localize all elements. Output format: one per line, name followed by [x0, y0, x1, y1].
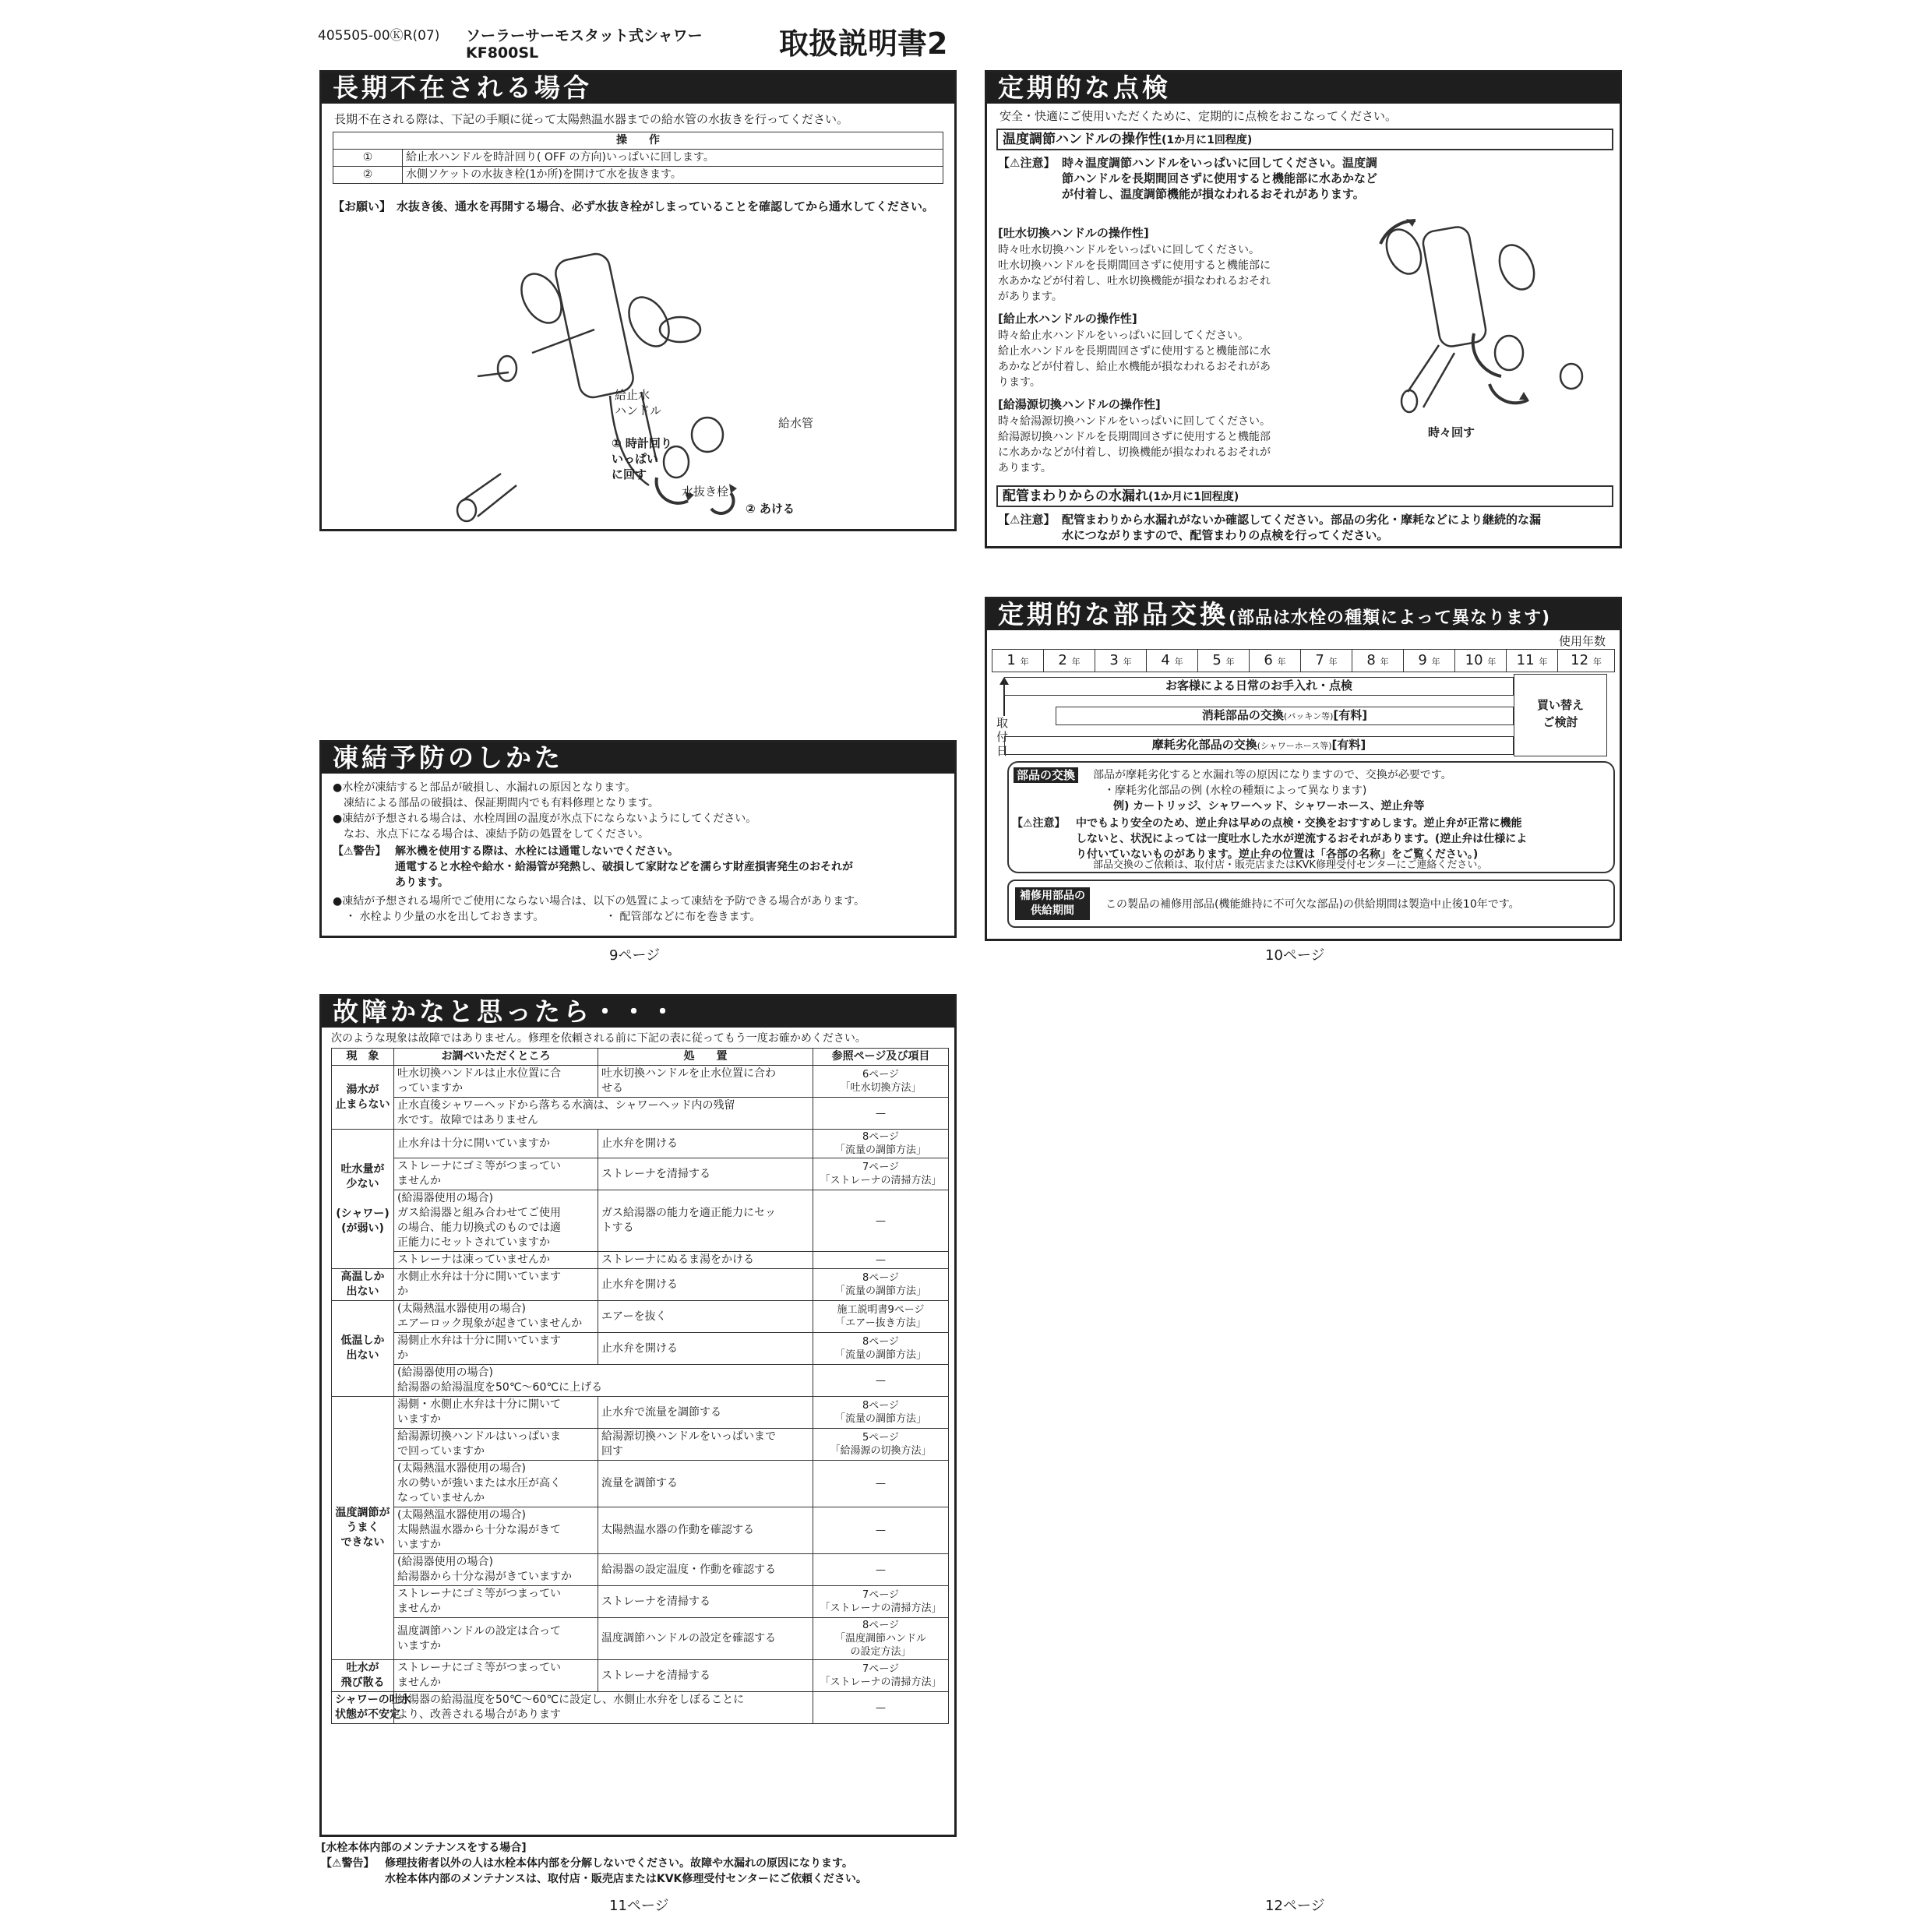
consumable-parts-text: 消耗部品の交換	[1201, 708, 1284, 722]
fix-cell: 給湯器の設定温度・作動を確認する	[598, 1554, 813, 1586]
freeze-warning-label: 【⚠警告】	[333, 845, 386, 858]
temp-caution-label: 【⚠注意】	[998, 156, 1056, 170]
maintenance-warning: 修理技術者以外の人は水栓本体内部を分解しないでください。故障や水漏れの原因になります。 水栓本体内部のメンテナンスは、取付店・販売店またはKVK修理受付センターにご依頼ください。	[385, 1857, 867, 1885]
parts-replacement-panel	[985, 597, 1622, 941]
table-row	[332, 1507, 949, 1554]
freeze-line-after: ●凍結が予想される場所でご使用にならない場合は、以下の処置によって凍結を予防できる場合があります。	[333, 895, 866, 908]
table-row	[332, 1066, 949, 1098]
table-row	[332, 1190, 949, 1252]
freeze-line: なお、氷点下になる場合は、凍結予防の処置をしてください。	[333, 828, 649, 841]
check-cell: 給湯源切換ハンドルはいっぱいま で回っていますか	[394, 1429, 598, 1461]
long-absence-steps-table	[333, 132, 943, 184]
temp-handle-heading	[996, 129, 1613, 150]
fix-cell: ストレーナを清掃する	[598, 1158, 813, 1190]
check-cell: (太陽熱温水器使用の場合) 水の勢いが強いまたは水圧が高く なっていませんか	[394, 1461, 598, 1507]
fix-cell: エアーを抜く	[598, 1301, 813, 1333]
supply-period-text: この製品の補修用部品(機能維持に不可欠な部品)の供給期間は製造中止後10年です。	[1105, 898, 1520, 911]
reference-cell: 8ページ 「流量の調節方法」	[813, 1397, 949, 1429]
faucet-rotate-illustration	[1338, 205, 1602, 454]
freeze-tip: ・ 水栓より少量の水を出しておきます。	[345, 911, 545, 923]
check-cell: ストレーナにゴミ等がつまってい ませんか	[394, 1660, 598, 1692]
check-cell: 湯側止水弁は十分に開いています か	[394, 1333, 598, 1365]
symptom-cell: 吐水が 飛び散る	[332, 1660, 394, 1692]
year-cell: 1 年	[992, 650, 1044, 672]
troubleshooting-title: 故障かなと思ったら・・・	[322, 996, 954, 1028]
temp-handle-title: 温度調節ハンドルの操作性	[1003, 132, 1162, 147]
col-header-symptom: 現 象	[332, 1049, 394, 1066]
troubleshooting-table	[331, 1048, 949, 1724]
year-cell: 7 年	[1301, 650, 1352, 672]
year-cell: 4 年	[1147, 650, 1198, 672]
symptom-cell: 湯水が 止まらない	[332, 1066, 394, 1130]
reference-cell: 7ページ 「ストレーナの清掃方法」	[813, 1586, 949, 1618]
check-cell: (太陽熱温水器使用の場合) 太陽熱温水器から十分な湯がきて いますか	[394, 1507, 598, 1554]
table-row	[333, 150, 943, 167]
check-item-title: [給止水ハンドルの操作性]	[998, 312, 1137, 326]
fix-cell: 止水弁を開ける	[598, 1269, 813, 1301]
reference-cell: 8ページ 「流量の調節方法」	[813, 1130, 949, 1158]
request-label: 【お願い】	[333, 199, 392, 213]
year-cell: 11 年	[1507, 650, 1558, 672]
table-row	[332, 1333, 949, 1365]
fix-cell: 流量を調節する	[598, 1461, 813, 1507]
pipe-leak-heading	[996, 485, 1613, 507]
reference-cell: —	[813, 1098, 949, 1130]
freeze-tip: ・ 配管部などに布を巻きます。	[605, 911, 761, 923]
exchange-text: 部品が摩耗劣化すると水漏れ等の原因になりますので、交換が必要です。	[1093, 769, 1452, 781]
model-number: KF800SL	[466, 44, 539, 62]
table-row	[332, 1586, 949, 1618]
symptom-cell: 高温しか 出ない	[332, 1269, 394, 1301]
table-header-row	[332, 1049, 949, 1066]
parts-replacement-title-note: (部品は水栓の種類によって異なります)	[1229, 608, 1551, 628]
fix-cell: 吐水切換ハンドルを止水位置に合わ せる	[598, 1066, 813, 1098]
check-item-text: 時々吐水切換ハンドルをいっぱいに回してください。 吐水切換ハンドルを長期間回さずに使用すると機能部に 水あかなどが付着し、吐水切換機能が損なわれるおそれ があります。	[998, 244, 1271, 303]
reference-cell: 8ページ 「流量の調節方法」	[813, 1269, 949, 1301]
maintenance-title: [水栓本体内部のメンテナンスをする場合]	[321, 1842, 527, 1854]
step-number: ②	[333, 167, 403, 184]
table-row	[332, 1692, 949, 1724]
consumable-parts-paid: [有料]	[1333, 708, 1368, 722]
periodic-check-panel	[985, 70, 1622, 548]
col-header-fix: 処 置	[598, 1049, 813, 1066]
symptom-cell: 温度調節が うまく できない	[332, 1397, 394, 1660]
consumable-parts-bar	[1056, 707, 1514, 725]
exchange-caution-label: 【⚠注意】	[1012, 817, 1066, 830]
merged-cell: (給湯器使用の場合) 給湯器の給湯温度を50℃～60℃に上げる	[394, 1365, 813, 1397]
reference-cell: 5ページ 「給湯源の切換方法」	[813, 1429, 949, 1461]
reference-cell: 8ページ 「温度調節ハンドル の設定方法」	[813, 1618, 949, 1660]
year-cell: 5 年	[1198, 650, 1250, 672]
pipe-leak-title: 配管まわりからの水漏れ	[1003, 488, 1148, 504]
maintenance-warning-label: 【⚠警告】	[321, 1857, 375, 1870]
freeze-line: 凍結による部品の破損は、保証期間内でも有料修理となります。	[333, 797, 659, 809]
year-cell: 12 年	[1571, 652, 1602, 668]
parts-replacement-title: 定期的な部品交換	[998, 599, 1229, 629]
check-cell: (給湯器使用の場合) 給湯器から十分な湯がきていますか	[394, 1554, 598, 1586]
symptom-cell: シャワーの吐水 状態が不安定	[332, 1692, 394, 1724]
exchange-contact: 部品交換のご依頼は、取付店・販売店またはKVK修理受付センターにご連絡ください。	[1093, 859, 1488, 871]
table-row	[332, 1158, 949, 1190]
check-item-text: 時々給止水ハンドルをいっぱいに回してください。 給止水ハンドルを長期間回さずに使用すると機能部に水 あかなどが付着し、給止水機能が損なわれるおそれがあ ります。	[998, 330, 1271, 389]
fix-cell: 止水弁を開ける	[598, 1130, 813, 1158]
steps-header: 操 作	[333, 132, 943, 150]
temp-handle-frequency: (1か月に1回程度)	[1162, 134, 1253, 146]
long-absence-title: 長期不在される場合	[322, 72, 954, 104]
check-cell: ストレーナは凍っていませんか	[394, 1252, 598, 1269]
years-label: 使用年数	[1559, 634, 1606, 648]
pipe-leak-caution-label: 【⚠注意】	[998, 513, 1056, 527]
worn-parts-text: 摩耗劣化部品の交換	[1151, 738, 1257, 752]
check-cell: 湯側・水側止水弁は十分に開いて いますか	[394, 1397, 598, 1429]
doc-code: 405505-00ⓀR(07)	[318, 28, 440, 44]
worn-parts-paid: [有料]	[1331, 738, 1366, 752]
table-row	[332, 1301, 949, 1333]
fix-cell: ストレーナを清掃する	[598, 1586, 813, 1618]
fix-cell: 給湯源切換ハンドルをいっぱいまで 回す	[598, 1429, 813, 1461]
year-cell: 6 年	[1250, 650, 1301, 672]
exchange-caution: 中でもより安全のため、逆止弁は早めの点検・交換をおすすめします。逆止弁が正常に機能 しないと、状況によっては一度吐水した水が逆流するおそれがあります。(逆止弁は仕様によ り付いていないものがあります。逆止弁の位置は「各部の名称」をご覧ください。)	[1076, 817, 1528, 861]
year-cell: 10 年	[1455, 650, 1507, 672]
request-text: 水抜き後、通水を再開する場合、必ず水抜き栓がしまっていることを確認してから通水してください。	[397, 199, 935, 213]
reference-cell: 8ページ 「流量の調節方法」	[813, 1333, 949, 1365]
reference-cell: 施工説明書9ページ 「エアー抜き方法」	[813, 1301, 949, 1333]
table-row	[332, 1429, 949, 1461]
year-cell: 9 年	[1404, 650, 1455, 672]
handle-label: 給止水 ハンドル	[615, 388, 662, 418]
table-row	[332, 1461, 949, 1507]
check-cell: (太陽熱温水器使用の場合) エアーロック現象が起きていませんか	[394, 1301, 598, 1333]
table-row	[332, 1130, 949, 1158]
check-item-text: 時々給湯源切換ハンドルをいっぱいに回してください。 給湯源切換ハンドルを長期間回さずに使用すると機能部 に水あかなどが付着し、切換機能が損なわれるおそれが あります。	[998, 415, 1271, 474]
reference-cell: —	[813, 1692, 949, 1724]
table-row	[332, 1660, 949, 1692]
reference-cell: —	[813, 1461, 949, 1507]
worn-parts-bar	[1004, 736, 1514, 755]
troubleshooting-rows	[332, 1066, 949, 1724]
table-row	[332, 1269, 949, 1301]
freeze-line: ●凍結が予想される場合は、水栓周囲の温度が氷点下にならないようにしてください。	[333, 813, 757, 825]
periodic-check-title: 定期的な点検	[987, 72, 1620, 104]
product-name: ソーラーサーモスタット式シャワー	[466, 27, 703, 44]
supply-pipe-label: 給水管	[778, 416, 814, 430]
year-cell: 8 年	[1352, 650, 1404, 672]
reference-cell: 7ページ 「ストレーナの清掃方法」	[813, 1660, 949, 1692]
fix-cell: 止水弁を開ける	[598, 1333, 813, 1365]
merged-cell: 給湯器の給湯温度を50℃～60℃に設定し、水側止水弁をしぼることに より、改善される場合があります	[394, 1692, 813, 1724]
page-number: 9ページ	[609, 947, 661, 964]
temp-caution-text: 時々温度調節ハンドルをいっぱいに回してください。温度調節ハンドルを長期間回さずに使用すると機能部に水あかなどが付着し、温度調節機能が損なわれるおそれがあります。	[1062, 156, 1378, 201]
check-cell: 水側止水弁は十分に開いています か	[394, 1269, 598, 1301]
table-row	[332, 1618, 949, 1660]
exchange-example-title: ・摩耗劣化部品の例 (水栓の種類によって異なります)	[1104, 784, 1367, 797]
check-item-title: [吐水切換ハンドルの操作性]	[998, 226, 1149, 240]
check-cell: ストレーナにゴミ等がつまってい ませんか	[394, 1158, 598, 1190]
freeze-prevention-panel	[319, 740, 957, 938]
pipe-leak-frequency: (1か月に1回程度)	[1148, 491, 1239, 503]
supply-period-label: 補修用部品の 供給期間	[1015, 887, 1090, 920]
periodic-check-intro: 安全・快適にご使用いただくために、定期的に点検をおこなってください。	[999, 109, 1398, 123]
exchange-info-box	[1007, 761, 1615, 873]
fix-cell: ストレーナを清掃する	[598, 1660, 813, 1692]
long-absence-panel	[319, 70, 957, 531]
table-row	[333, 167, 943, 184]
fix-cell: 温度調節ハンドルの設定を確認する	[598, 1618, 813, 1660]
table-row	[332, 1397, 949, 1429]
page-number: 10ページ	[1265, 947, 1325, 964]
freeze-warning: 解氷機を使用する際は、水栓には通電しないでください。 通電すると水栓や給水・給湯管が発熱し、破損して家財などを濡らす財産損害発生のおそれが あります。	[395, 845, 853, 889]
check-cell: ストレーナにゴミ等がつまってい ませんか	[394, 1586, 598, 1618]
check-cell: (給湯器使用の場合) ガス給湯器と組み合わせてご使用 の場合、能力切換式のものでは適 正能力にセットされていますか	[394, 1190, 598, 1252]
doc-title: 取扱説明書2	[779, 26, 948, 61]
symptom-cell: 吐水量が 少ない (シャワー) (が弱い)	[332, 1130, 394, 1269]
daily-care-bar: お客様による日常のお手入れ・点検	[1004, 677, 1514, 696]
check-item-title: [給湯源切換ハンドルの操作性]	[998, 397, 1161, 411]
worn-parts-note: (シャワーホース等)	[1257, 741, 1332, 751]
troubleshooting-intro: 次のような現象は故障ではありません。修理を依頼される前に下記の表に従ってもう一度お確かめください。	[331, 1032, 866, 1045]
exchange-label: 部品の交換	[1014, 767, 1078, 783]
reference-cell: —	[813, 1190, 949, 1252]
long-absence-intro: 長期不在される際は、下記の手順に従って太陽熱温水器までの給水管の水抜きを行ってください。	[334, 112, 849, 126]
table-row	[332, 1554, 949, 1586]
fix-cell: 止水弁で流量を調節する	[598, 1397, 813, 1429]
reference-cell: —	[813, 1365, 949, 1397]
symptom-cell: 低温しか 出ない	[332, 1301, 394, 1397]
table-row	[332, 1252, 949, 1269]
table-row	[332, 1365, 949, 1397]
reference-cell: 7ページ 「ストレーナの清掃方法」	[813, 1158, 949, 1190]
merged-cell: 止水直後シャワーヘッドから落ちる水滴は、シャワーヘッド内の残留 水です。故障ではありません	[394, 1098, 813, 1130]
years-ruler	[992, 649, 1615, 672]
page-number: 12ページ	[1265, 1898, 1325, 1914]
step-number: ①	[333, 150, 403, 167]
consumable-parts-note: (パッキン等)	[1283, 711, 1334, 721]
rotate-instruction: ① 時計回り いっぱい に回す	[612, 436, 672, 481]
sometimes-rotate-label: 時々回す	[1428, 425, 1475, 439]
reference-cell: —	[813, 1554, 949, 1586]
check-cell: 温度調節ハンドルの設定は合って いますか	[394, 1618, 598, 1660]
step-text: 給止水ハンドルを時計回り( OFF の方向)いっぱいに回します。	[403, 150, 943, 167]
exchange-example: 例) カートリッジ、シャワーヘッド、シャワーホース、逆止弁等	[1113, 800, 1425, 813]
step-text: 水側ソケットの水抜き栓(1か所)を開けて水を抜きます。	[403, 167, 943, 184]
freeze-line: ●水栓が凍結すると部品が破損し、水漏れの原因となります。	[333, 781, 636, 794]
fix-cell: ガス給湯器の能力を適正能力にセッ トする	[598, 1190, 813, 1252]
col-header-check: お調べいただくところ	[394, 1049, 598, 1066]
reference-cell: 6ページ 「吐水切換方法」	[813, 1066, 949, 1098]
reference-cell: —	[813, 1252, 949, 1269]
col-header-reference: 参照ページ及び項目	[813, 1049, 949, 1066]
freeze-prevention-title: 凍結予防のしかた	[322, 742, 954, 774]
pipe-leak-caution-text: 配管まわりから水漏れがないか確認してください。部品の劣化・摩耗などにより継続的な漏 水につながりますので、配管まわりの点検を行ってください。	[1062, 513, 1542, 542]
install-date-label: 取 付 日	[996, 716, 1009, 758]
year-cell: 2 年	[1044, 650, 1095, 672]
troubleshooting-panel	[319, 994, 957, 1837]
open-instruction: ② あける	[746, 502, 795, 516]
check-cell: 吐水切換ハンドルは止水位置に合 っていますか	[394, 1066, 598, 1098]
check-cell: 止水弁は十分に開いていますか	[394, 1130, 598, 1158]
table-row	[332, 1098, 949, 1130]
drain-plug-label: 水抜き栓	[682, 485, 729, 499]
fix-cell: ストレーナにぬるま湯をかける	[598, 1252, 813, 1269]
replace-consider-box: 買い替え ご検討	[1514, 674, 1607, 756]
year-cell: 3 年	[1095, 650, 1147, 672]
supply-period-box	[1007, 880, 1615, 928]
fix-cell: 太陽熱温水器の作動を確認する	[598, 1507, 813, 1554]
reference-cell: —	[813, 1507, 949, 1554]
page-number: 11ページ	[609, 1898, 669, 1914]
parts-replacement-heading	[987, 599, 1620, 630]
